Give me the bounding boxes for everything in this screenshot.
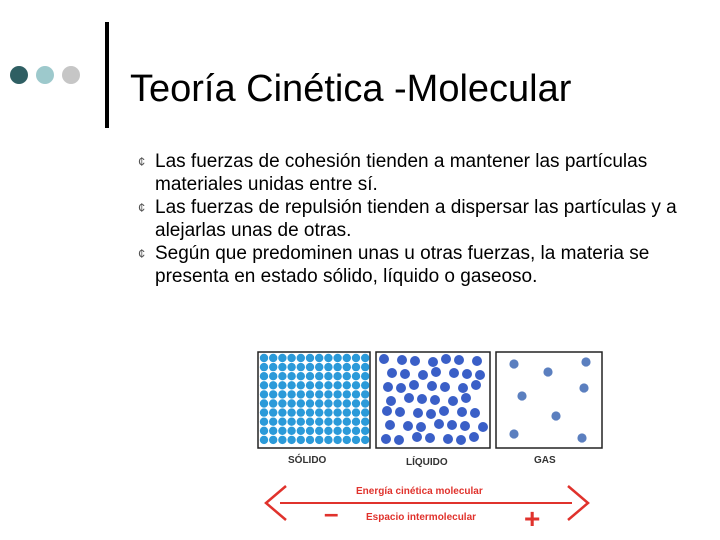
particle [352,390,360,398]
particle [269,418,277,426]
particle [278,354,286,362]
particle [315,363,323,371]
particle [260,372,268,380]
particle [260,354,268,362]
particle [509,429,518,438]
particle [461,393,471,403]
particle [333,436,341,444]
particle [306,381,314,389]
particle [579,383,588,392]
bullet-text: Según que predominen unas u otras fuerzas, la materia se presenta en estado sólido, líquido o gaseoso. [155,243,650,287]
particle [324,418,332,426]
bullet-list [140,150,700,288]
particle [324,399,332,407]
particle [456,435,466,445]
particle [287,354,295,362]
particle [306,363,314,371]
particle [306,390,314,398]
particle [441,354,451,364]
gas-label: GAS [534,455,556,466]
particle [278,399,286,407]
particle [382,406,392,416]
particle [409,380,419,390]
particle [361,436,369,444]
title-divider [105,22,109,128]
bullet-text: Las fuerzas de cohesión tienden a mantener las partículas materiales unidas entre sí. [155,151,648,195]
header-dot-dark [10,66,28,84]
particle [324,354,332,362]
particle [297,354,305,362]
particle [278,372,286,380]
particle [462,369,472,379]
particle [324,372,332,380]
particle [287,408,295,416]
particle [352,363,360,371]
particle [297,381,305,389]
particle [509,359,518,368]
particle [543,367,552,376]
particle [472,356,482,366]
particle [383,382,393,392]
particle [297,372,305,380]
particle [333,363,341,371]
particle [278,418,286,426]
particle [343,354,351,362]
particle [343,427,351,435]
particle [269,381,277,389]
particle [269,427,277,435]
particle [306,399,314,407]
particle [315,418,323,426]
header-dots [10,66,80,84]
particle [269,408,277,416]
particle [287,436,295,444]
particle [386,396,396,406]
particle [324,381,332,389]
particle [324,427,332,435]
header-dot-gray [62,66,80,84]
particle [397,355,407,365]
particle [381,434,391,444]
particle [297,408,305,416]
particle [361,381,369,389]
particle [306,418,314,426]
particle [278,363,286,371]
arrow-label-bottom: Espacio intermolecular [366,512,477,523]
particle [352,354,360,362]
ring-bullet-icon: ¢ [138,154,146,169]
particle [385,420,395,430]
arrow-label-top: Energía cinética molecular [356,486,483,497]
particle [306,427,314,435]
particle [333,390,341,398]
particle [454,355,464,365]
particle [343,381,351,389]
particle [577,433,586,442]
particle [269,372,277,380]
particle [478,422,488,432]
particle [379,354,389,364]
particle [260,363,268,371]
particle [551,411,560,420]
particle [471,380,481,390]
particle [343,436,351,444]
particle [297,436,305,444]
particle [315,399,323,407]
particle [315,390,323,398]
particle [470,408,480,418]
particle [278,390,286,398]
particle [306,372,314,380]
particle [287,399,295,407]
particle [448,396,458,406]
particle [361,372,369,380]
particle [428,357,438,367]
particle [333,399,341,407]
particle [315,408,323,416]
header-dot-light [36,66,54,84]
particle [413,408,423,418]
particle [343,418,351,426]
particle [297,427,305,435]
particle [457,407,467,417]
particle [260,399,268,407]
particle [439,406,449,416]
states-of-matter-figure [256,350,616,540]
particle [333,381,341,389]
minus-sign: – [324,498,339,528]
particle [426,409,436,419]
particle [460,421,470,431]
particle [333,427,341,435]
particle [343,390,351,398]
particle [260,427,268,435]
liquid-label: LÍQUIDO [406,457,448,468]
particle [269,390,277,398]
particle [297,363,305,371]
particle [440,382,450,392]
particle [361,363,369,371]
particle [297,418,305,426]
particle [315,427,323,435]
particle [324,390,332,398]
particle [404,393,414,403]
particle [278,408,286,416]
particle [278,427,286,435]
bullet-item [140,242,700,288]
particle [297,390,305,398]
particle [400,369,410,379]
particle [387,368,397,378]
particle [269,436,277,444]
particle [427,381,437,391]
particle [431,367,441,377]
particle [412,432,422,442]
particle [315,436,323,444]
particle [297,399,305,407]
particle [269,354,277,362]
particle [361,418,369,426]
particle [315,372,323,380]
particle [287,381,295,389]
particle [361,354,369,362]
particle [287,427,295,435]
particle [306,354,314,362]
particle [361,408,369,416]
particle [287,363,295,371]
particle [343,363,351,371]
particle [343,372,351,380]
particle [475,370,485,380]
particle [395,407,405,417]
particle [425,433,435,443]
particle [343,399,351,407]
particle [269,363,277,371]
particle [352,372,360,380]
particle [278,436,286,444]
particle [410,356,420,366]
particle [333,372,341,380]
ring-bullet-icon: ¢ [138,246,146,261]
particle [260,390,268,398]
particle [333,418,341,426]
particle [260,408,268,416]
particle [447,420,457,430]
particle [269,399,277,407]
particle [352,418,360,426]
particle [416,422,426,432]
particle [287,390,295,398]
particle [361,399,369,407]
particle [287,418,295,426]
particle [306,408,314,416]
bullet-item [140,150,700,196]
particle [443,434,453,444]
particle [469,432,479,442]
particle [396,383,406,393]
particle [343,408,351,416]
particle [352,436,360,444]
particle [260,381,268,389]
particle [333,408,341,416]
slide-title: Teoría Cinética -Molecular [130,68,572,110]
particle [306,436,314,444]
particle [260,436,268,444]
particle [418,370,428,380]
particle [287,372,295,380]
bullet-text: Las fuerzas de repulsión tienden a dispersar las partículas y a alejarlas unas de otras. [155,197,677,241]
particle [315,381,323,389]
particle [361,427,369,435]
bullet-item [140,196,700,242]
particle [417,394,427,404]
particle [581,357,590,366]
particle [324,436,332,444]
solid-label: SÓLIDO [288,455,327,466]
particle [324,363,332,371]
particle [361,390,369,398]
particle [324,408,332,416]
particle [458,383,468,393]
particle [430,395,440,405]
particle [352,399,360,407]
particle [403,421,413,431]
particle [449,368,459,378]
particle [260,418,268,426]
particle [333,354,341,362]
particle [517,391,526,400]
ring-bullet-icon: ¢ [138,200,146,215]
particle [352,427,360,435]
particle [315,354,323,362]
particle [352,408,360,416]
particle [394,435,404,445]
particle [278,381,286,389]
plus-sign: + [524,503,541,534]
particle [434,419,444,429]
particle [352,381,360,389]
